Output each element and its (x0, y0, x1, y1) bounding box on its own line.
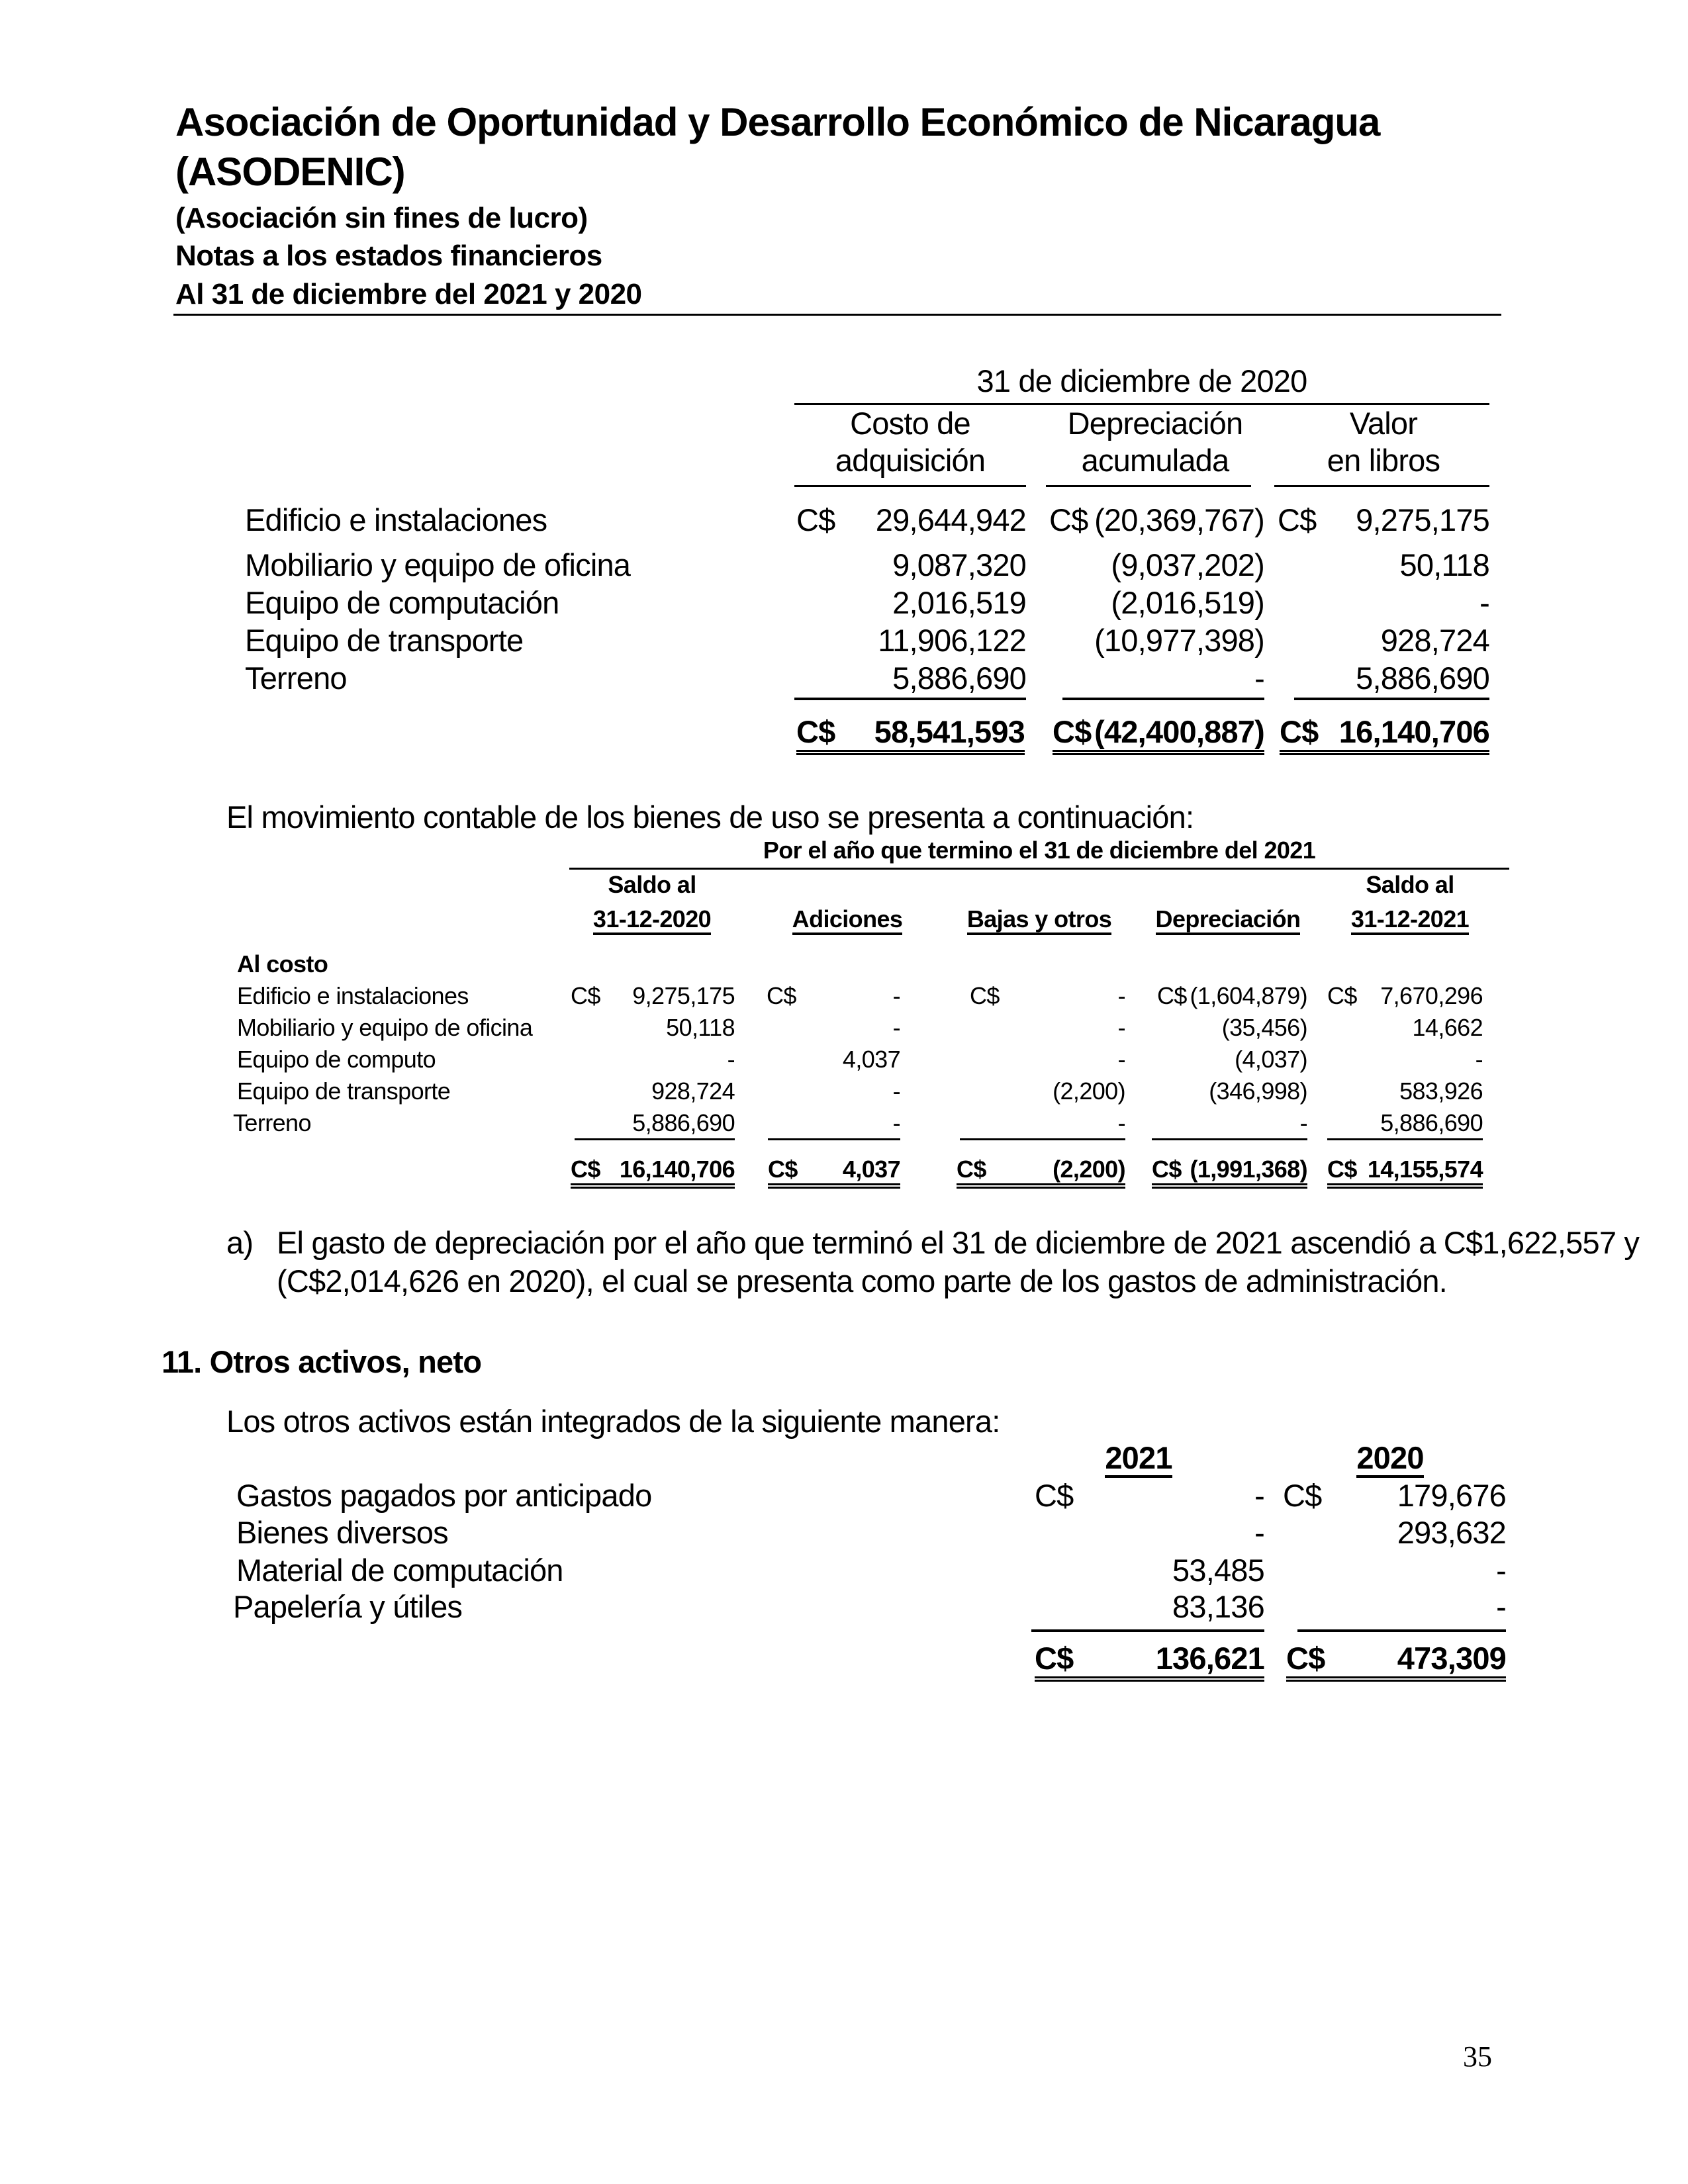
section-11-heading: 11. Otros activos, neto (162, 1344, 482, 1379)
cell: 5,886,690 (632, 1109, 735, 1136)
movement-period-rule (569, 868, 1509, 870)
document-title: Asociación de Oportunidad y Desarrollo Económico de Nicaragua (175, 100, 1380, 144)
table1-col-dep-l2: acumulada (1081, 443, 1229, 478)
cost-value: 29,644,942 (875, 502, 1026, 537)
currency: C$ (1152, 1156, 1182, 1183)
total-cell (768, 1156, 900, 1189)
subtitle-nonprofit: (Asociación sin fines de lucro) (175, 202, 588, 234)
dep-value: (20,369,767) (1094, 502, 1264, 537)
dep-value: - (1254, 660, 1264, 696)
total-value: 136,621 (1155, 1641, 1264, 1676)
note-a-line1: El gasto de depreciación por el año que terminó el 31 de diciembre de 2021 ascendió a C$1,622,557 y (277, 1225, 1640, 1260)
subtotal-rule (768, 1138, 900, 1140)
total-cost-value: 58,541,593 (874, 714, 1025, 749)
note-a-line2: (C$2,014,626 en 2020), el cual se presenta como parte de los gastos de administración. (277, 1263, 1447, 1298)
subtotal-rule (1297, 1629, 1506, 1632)
currency: C$ (1280, 714, 1319, 749)
year-label: 2021 (1105, 1440, 1172, 1478)
cell: 50,118 (666, 1014, 735, 1041)
mv-col4 (1139, 905, 1317, 933)
mv-col2 (755, 905, 940, 933)
cell: - (1475, 1046, 1483, 1073)
year-label: 2020 (1356, 1440, 1423, 1478)
currency: C$ (1049, 502, 1088, 537)
subtotal-rule (1031, 1629, 1264, 1632)
subtotal-rule (575, 1138, 735, 1140)
total-cell (957, 1156, 1125, 1189)
cell: 7,670,296 (1380, 982, 1483, 1009)
dep-value: (10,977,398) (1094, 623, 1264, 658)
currency: C$ (970, 982, 1000, 1009)
currency: C$ (1035, 1641, 1074, 1676)
cost-value: 9,087,320 (892, 547, 1026, 582)
note-a-marker: a) (226, 1225, 254, 1260)
currency: C$ (957, 1156, 986, 1183)
table1-col-rule (1046, 485, 1251, 487)
currency: C$ (767, 982, 796, 1009)
row-label: Edificio e instalaciones (245, 502, 547, 537)
currency: C$ (571, 1156, 600, 1183)
mv-col5-l1: Saldo al (1366, 871, 1454, 898)
row-label: Papelería y útiles (233, 1589, 463, 1624)
currency: C$ (1157, 982, 1187, 1009)
row-label: Mobiliario y equipo de oficina (245, 547, 631, 582)
currency: C$ (571, 982, 600, 1009)
row-label: Equipo de computación (245, 585, 559, 620)
row-label: Equipo de computo (237, 1046, 436, 1073)
cell: (35,456) (1221, 1014, 1307, 1041)
total-cell (571, 1156, 735, 1189)
cell: - (1117, 982, 1125, 1009)
mv-col4-label: Depreciación (1156, 905, 1301, 935)
page-number: 35 (1463, 2040, 1492, 2073)
total-book-value: 16,140,706 (1338, 714, 1489, 749)
table1-col-rule (794, 485, 1026, 487)
mv-col3-label: Bajas y otros (967, 905, 1111, 935)
row-label: Edificio e instalaciones (237, 982, 469, 1009)
cell: - (892, 1077, 900, 1105)
mv-col1-label: 31-12-2020 (593, 905, 711, 935)
total-value: 473,309 (1397, 1641, 1506, 1676)
row-label: Gastos pagados por anticipado (236, 1478, 652, 1513)
book-value: 5,886,690 (1356, 660, 1489, 696)
value-2020: 293,632 (1397, 1515, 1506, 1550)
cell: (1,604,879) (1190, 982, 1307, 1009)
total-value: 4,037 (842, 1156, 900, 1183)
value-2020: - (1496, 1589, 1506, 1624)
subtotal-rule (794, 698, 1026, 700)
total-dep (1053, 713, 1264, 755)
row-label: Mobiliario y equipo de oficina (237, 1014, 533, 1041)
cost-value: 11,906,122 (878, 623, 1026, 658)
total-book (1280, 713, 1489, 755)
cell: - (1117, 1014, 1125, 1041)
total-cost (796, 713, 1025, 755)
table1-col-rule (1274, 485, 1489, 487)
cell: - (1117, 1109, 1125, 1136)
cell: - (727, 1046, 735, 1073)
currency: C$ (796, 502, 835, 537)
cell: 14,662 (1412, 1014, 1483, 1041)
mv-col5-l2 (1324, 905, 1496, 933)
row-label: Equipo de transporte (237, 1077, 451, 1105)
book-value: 9,275,175 (1356, 502, 1489, 537)
table1-col-book-l2: en libros (1327, 443, 1440, 478)
currency: C$ (796, 714, 835, 749)
subtotal-rule (960, 1138, 1125, 1140)
value-2020: 179,676 (1397, 1478, 1506, 1513)
cost-value: 5,886,690 (892, 660, 1026, 696)
value-2020: - (1496, 1553, 1506, 1588)
mv-col2-label: Adiciones (792, 905, 903, 935)
currency: C$ (768, 1156, 798, 1183)
currency: C$ (1327, 1156, 1357, 1183)
cell: 928,724 (651, 1077, 735, 1105)
book-value: - (1479, 585, 1489, 620)
cell: - (1299, 1109, 1307, 1136)
cell: - (1117, 1046, 1125, 1073)
cell: (4,037) (1235, 1046, 1307, 1073)
value-2021: 53,485 (1172, 1553, 1264, 1588)
subtotal-rule (1294, 698, 1489, 700)
movement-intro: El movimiento contable de los bienes de uso se presenta a continuación: (226, 799, 1194, 835)
total-cell (1152, 1156, 1307, 1189)
total-2020 (1286, 1640, 1506, 1682)
total-cell (1327, 1156, 1483, 1189)
row-label: Terreno (245, 660, 347, 696)
cell: (2,200) (1053, 1077, 1125, 1105)
section-11-intro: Los otros activos están integrados de la siguiente manera: (226, 1404, 1000, 1439)
book-value: 50,118 (1399, 547, 1489, 582)
currency: C$ (1286, 1641, 1325, 1676)
row-label: Material de computación (236, 1553, 563, 1588)
table1-col-dep-l1: Depreciación (1067, 406, 1243, 441)
total-2021 (1035, 1640, 1264, 1682)
section-label-al-costo: Al costo (237, 950, 328, 978)
mv-col1-l2 (569, 905, 735, 933)
table1-col-cost-l2: adquisición (835, 443, 986, 478)
year-2021-header (1072, 1439, 1205, 1476)
cell: 4,037 (842, 1046, 900, 1073)
total-dep-value: (42,400,887) (1094, 714, 1264, 749)
cell: - (892, 1014, 900, 1041)
subtitle-date: Al 31 de diciembre del 2021 y 2020 (175, 278, 642, 310)
mv-col1-l1: Saldo al (608, 871, 696, 898)
dep-value: (2,016,519) (1111, 585, 1264, 620)
row-label: Equipo de transporte (245, 623, 524, 658)
currency: C$ (1035, 1478, 1074, 1513)
book-value: 928,724 (1380, 623, 1489, 658)
total-value: (2,200) (1053, 1156, 1125, 1183)
table1-period: 31 de diciembre de 2020 (976, 363, 1307, 398)
cell: - (892, 1109, 900, 1136)
currency: C$ (1278, 502, 1317, 537)
year-2020-header (1324, 1439, 1456, 1476)
document-title-acronym: (ASODENIC) (175, 150, 405, 194)
subtotal-rule (1152, 1138, 1307, 1140)
movement-period: Por el año que termino el 31 de diciembre del 2021 (763, 837, 1316, 864)
cost-value: 2,016,519 (892, 585, 1026, 620)
currency: C$ (1283, 1478, 1322, 1513)
cell: - (892, 982, 900, 1009)
cell: 583,926 (1399, 1077, 1483, 1105)
row-label: Bienes diversos (236, 1515, 448, 1550)
table1-col-book-l1: Valor (1349, 406, 1418, 441)
cell: 5,886,690 (1380, 1109, 1483, 1136)
currency: C$ (1053, 714, 1092, 749)
table1-col-cost-l1: Costo de (850, 406, 970, 441)
subtitle-notes: Notas a los estados financieros (175, 240, 602, 272)
value-2021: - (1254, 1478, 1264, 1513)
total-value: 16,140,706 (619, 1156, 735, 1183)
total-value: (1,991,368) (1190, 1156, 1307, 1183)
mv-col5-label: 31-12-2021 (1351, 905, 1469, 935)
cell: 9,275,175 (632, 982, 735, 1009)
total-value: 14,155,574 (1367, 1156, 1483, 1183)
currency: C$ (1327, 982, 1357, 1009)
mv-col3 (947, 905, 1132, 933)
subtotal-rule (1327, 1138, 1483, 1140)
value-2021: - (1254, 1515, 1264, 1550)
header-divider (173, 314, 1501, 316)
value-2021: 83,136 (1172, 1589, 1264, 1624)
cell: (346,998) (1209, 1077, 1307, 1105)
row-label: Terreno (233, 1109, 311, 1136)
subtotal-rule (1062, 698, 1264, 700)
dep-value: (9,037,202) (1111, 547, 1264, 582)
